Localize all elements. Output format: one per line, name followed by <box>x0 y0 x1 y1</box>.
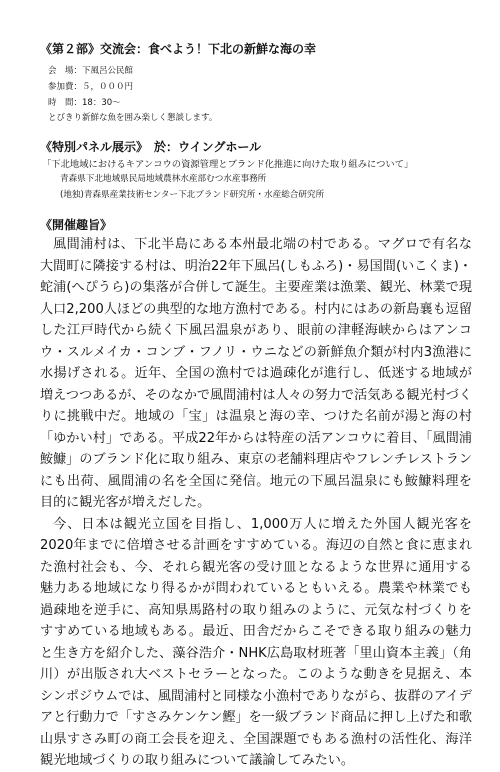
part2-heading: 《第２部》交流会：食べよう！下北の新鮮な海の幸 <box>40 42 317 56</box>
purpose-heading: 《開催趣旨》 <box>40 218 113 232</box>
purpose-body <box>40 234 472 772</box>
panel-heading: 《特別パネル展示》 於：ウイングホール <box>40 140 262 154</box>
panel-affiliation-1: 青森県下北地域県民局地域農林水産部むつ水産事務所 <box>60 174 267 184</box>
time-row <box>48 96 121 108</box>
venue-label: 会 場： <box>48 66 83 76</box>
purpose-paragraph-2: 今、日本は観光立国を目指し、1,000万人に増えた外国人観光客を2020年までに倍増させる計画をすすめている。海辺の自然と食に恵まれた漁村社会も、今、それら観光客の受け皿となるような世界に通用する魅力ある地域になり得るかが問われているともいえる。農業や林業でも過疎地を逆手に、高知県馬路村の取り組みのように、元気な村づくりをすすめている地域もある。最近、田舎だからこそできる取り組みの魅力と生き方を紹介した、藻谷浩介・NHK広島取材班著「里山資本主義」（角川）が出版され大ベストセラーとなった。このような動きを見据え、本シンポジウムでは、風間浦村と同様な小漁村でありながら、抜群のアイデアと行動力で「すさみケンケン鰹」を一級ブランド商品に押し上げた和歌山県すさみ町の商工会長を迎え、全国課題でもある漁村の活性化、海洋観光地域づくりの取り組みについて議論してみたい。 <box>40 516 472 768</box>
purpose-paragraph-1: 風間浦村は、下北半島にある本州最北端の村である。マグロで有名な大間町に隣接する村は、明治22年下風呂(しもふろ)・易国間(いこくま)・蛇浦(へぴうら)の集落が合併して誕生。主要産業は漁業、観光、林業で現人口2,200人ほどの典型的な地方漁村である。村内にはあの新島襄も逗留した江戸時代から続く下風呂温泉があり、眼前の津軽海峡からはアンコウ・スルメイカ・コンブ・フノリ・ウニなどの新鮮魚介類が村内3漁港に水揚げされる。近年、全国の漁村では過疎化が進行し、低迷する地域が増えつつあるが、そのなかで風間浦村は人々の努力で活気ある観光村づくりに挑戦中だ。地域の「宝」は温泉と海の幸、つけた名前が湯と海の村「ゆかい村」である。平成22年からは特産の活アンコウに着目、「風間浦鮟鱇」のブランド化に取り組み、東京の老舗料理店やフレンチレストランにも出荷、風間浦の名を全国に発信。地元の下風呂温泉にも鮟鱇料理を目的に観光客が増えだした。 <box>40 237 472 510</box>
fee-value: ５，０００円 <box>82 82 134 92</box>
fee-label: 参加費： <box>48 82 83 92</box>
party-note: とびきり新鮮な魚を囲み楽しく懇談します。 <box>48 113 218 123</box>
time-label: 時 間： <box>48 98 83 108</box>
fee-row <box>48 80 133 92</box>
panel-affiliation-2: (地独)青森県産業技術センター下北ブランド研究所・水産総合研究所 <box>60 190 325 200</box>
venue-value: 下風呂公民館 <box>82 66 134 76</box>
venue-row <box>48 64 133 76</box>
time-value: 18：30～ <box>82 98 121 108</box>
panel-exhibit-title: 「下北地域におけるキアンコウの資源管理とブランド化推進に向けた取り組みについて」 <box>42 159 414 170</box>
